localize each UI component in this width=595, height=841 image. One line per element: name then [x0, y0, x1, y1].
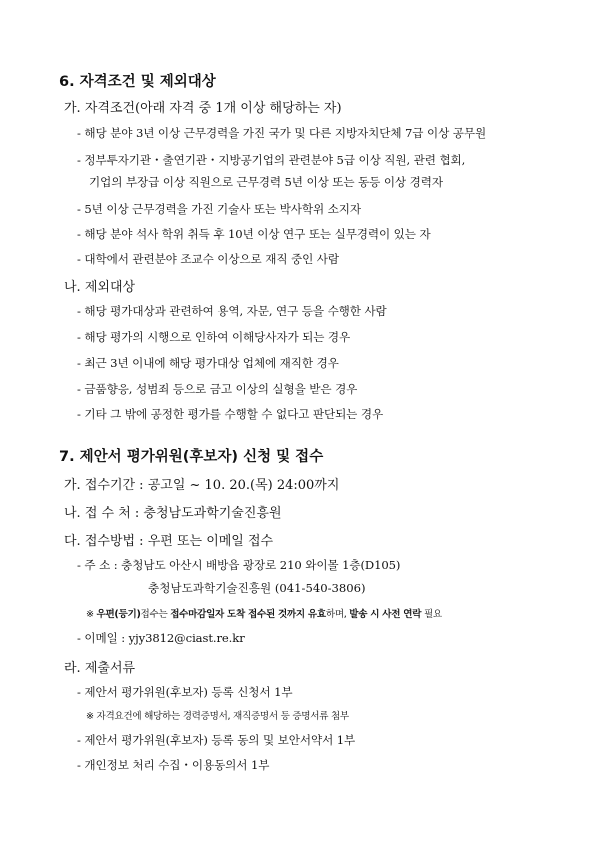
- excl-item-5: - 기타 그 밖에 공정한 평가를 수행할 수 없다고 판단되는 경우: [77, 407, 384, 421]
- qual-item-2-cont: 기업의 부장급 이상 직원으로 근무경력 5년 이상 또는 동등 이상 경력자: [89, 175, 443, 189]
- mail-notice: [86, 606, 442, 620]
- docs-item-1: - 제안서 평가위원(후보자) 등록 신청서 1부: [77, 685, 293, 699]
- address-line-2: 충청남도과학기술진흥원 (041-540-3806): [148, 581, 366, 595]
- qual-item-4: - 해당 분야 석사 학위 취득 후 10년 이상 연구 또는 실무경력이 있는 자: [77, 227, 431, 241]
- qual-item-3: - 5년 이상 근무경력을 가진 기술사 또는 박사학위 소지자: [77, 202, 361, 216]
- note-bold-contact: 발송 시 사전 연락: [349, 609, 422, 620]
- period-line: 가. 접수기간 : 공고일 ~ 10. 20.(목) 24:00까지: [64, 478, 340, 493]
- excl-item-2: - 해당 평가의 시행으로 인하여 이해당사자가 되는 경우: [77, 330, 351, 344]
- section7-title: 7. 제안서 평가위원(후보자) 신청 및 접수: [59, 449, 324, 465]
- excl-item-3: - 최근 3년 이내에 해당 평가대상 업체에 재직한 경우: [77, 356, 339, 370]
- excl-heading: 나. 제외대상: [64, 280, 136, 295]
- qual-heading: 가. 자격조건(아래 자격 중 1개 이상 해당하는 자): [64, 101, 342, 116]
- section6-title: 6. 자격조건 및 제외대상: [59, 74, 216, 90]
- method-line: 다. 접수방법 : 우편 또는 이메일 접수: [64, 534, 274, 549]
- note-text-2: 하며,: [325, 609, 350, 620]
- docs-item-3: - 개인정보 처리 수집・이용동의서 1부: [77, 758, 270, 772]
- excl-item-4: - 금품향응, 성범죄 등으로 금고 이상의 실형을 받은 경우: [77, 382, 358, 396]
- address-line-1: - 주 소 : 충청남도 아산시 배방읍 광장로 210 와이몰 1층(D105): [77, 558, 401, 572]
- docs-item-2: - 제안서 평가위원(후보자) 등록 동의 및 보안서약서 1부: [77, 733, 356, 747]
- note-text-1: 접수는: [140, 609, 171, 620]
- qual-item-5: - 대학에서 관련분야 조교수 이상으로 재직 중인 사람: [77, 252, 340, 266]
- qual-item-2: - 정부투자기관・출연기관・지방공기업의 관련분야 5급 이상 직원, 관련 협회,: [77, 153, 466, 167]
- docs-heading: 라. 제출서류: [64, 661, 136, 676]
- docs-note: ※ 자격요건에 해당하는 경력증명서, 재직증명서 등 증명서류 첨부: [86, 711, 349, 722]
- qual-item-1: - 해당 분야 3년 이상 근무경력을 가진 국가 및 다른 지방자치단체 7급 이상 공무원: [77, 126, 487, 140]
- email-line: - 이메일 : yjy3812@ciast.re.kr: [77, 631, 245, 645]
- note-mark: ※: [86, 609, 94, 620]
- note-text-3: 필요: [421, 609, 442, 620]
- note-bold-registered: 우편(등기): [96, 609, 141, 620]
- place-line: 나. 접 수 처 : 충청남도과학기술진흥원: [64, 506, 282, 521]
- excl-item-1: - 해당 평가대상과 관련하여 용역, 자문, 연구 등을 수행한 사람: [77, 304, 387, 318]
- note-bold-deadline: 접수마감일자 도착 접수된 것까지 유효: [170, 609, 326, 620]
